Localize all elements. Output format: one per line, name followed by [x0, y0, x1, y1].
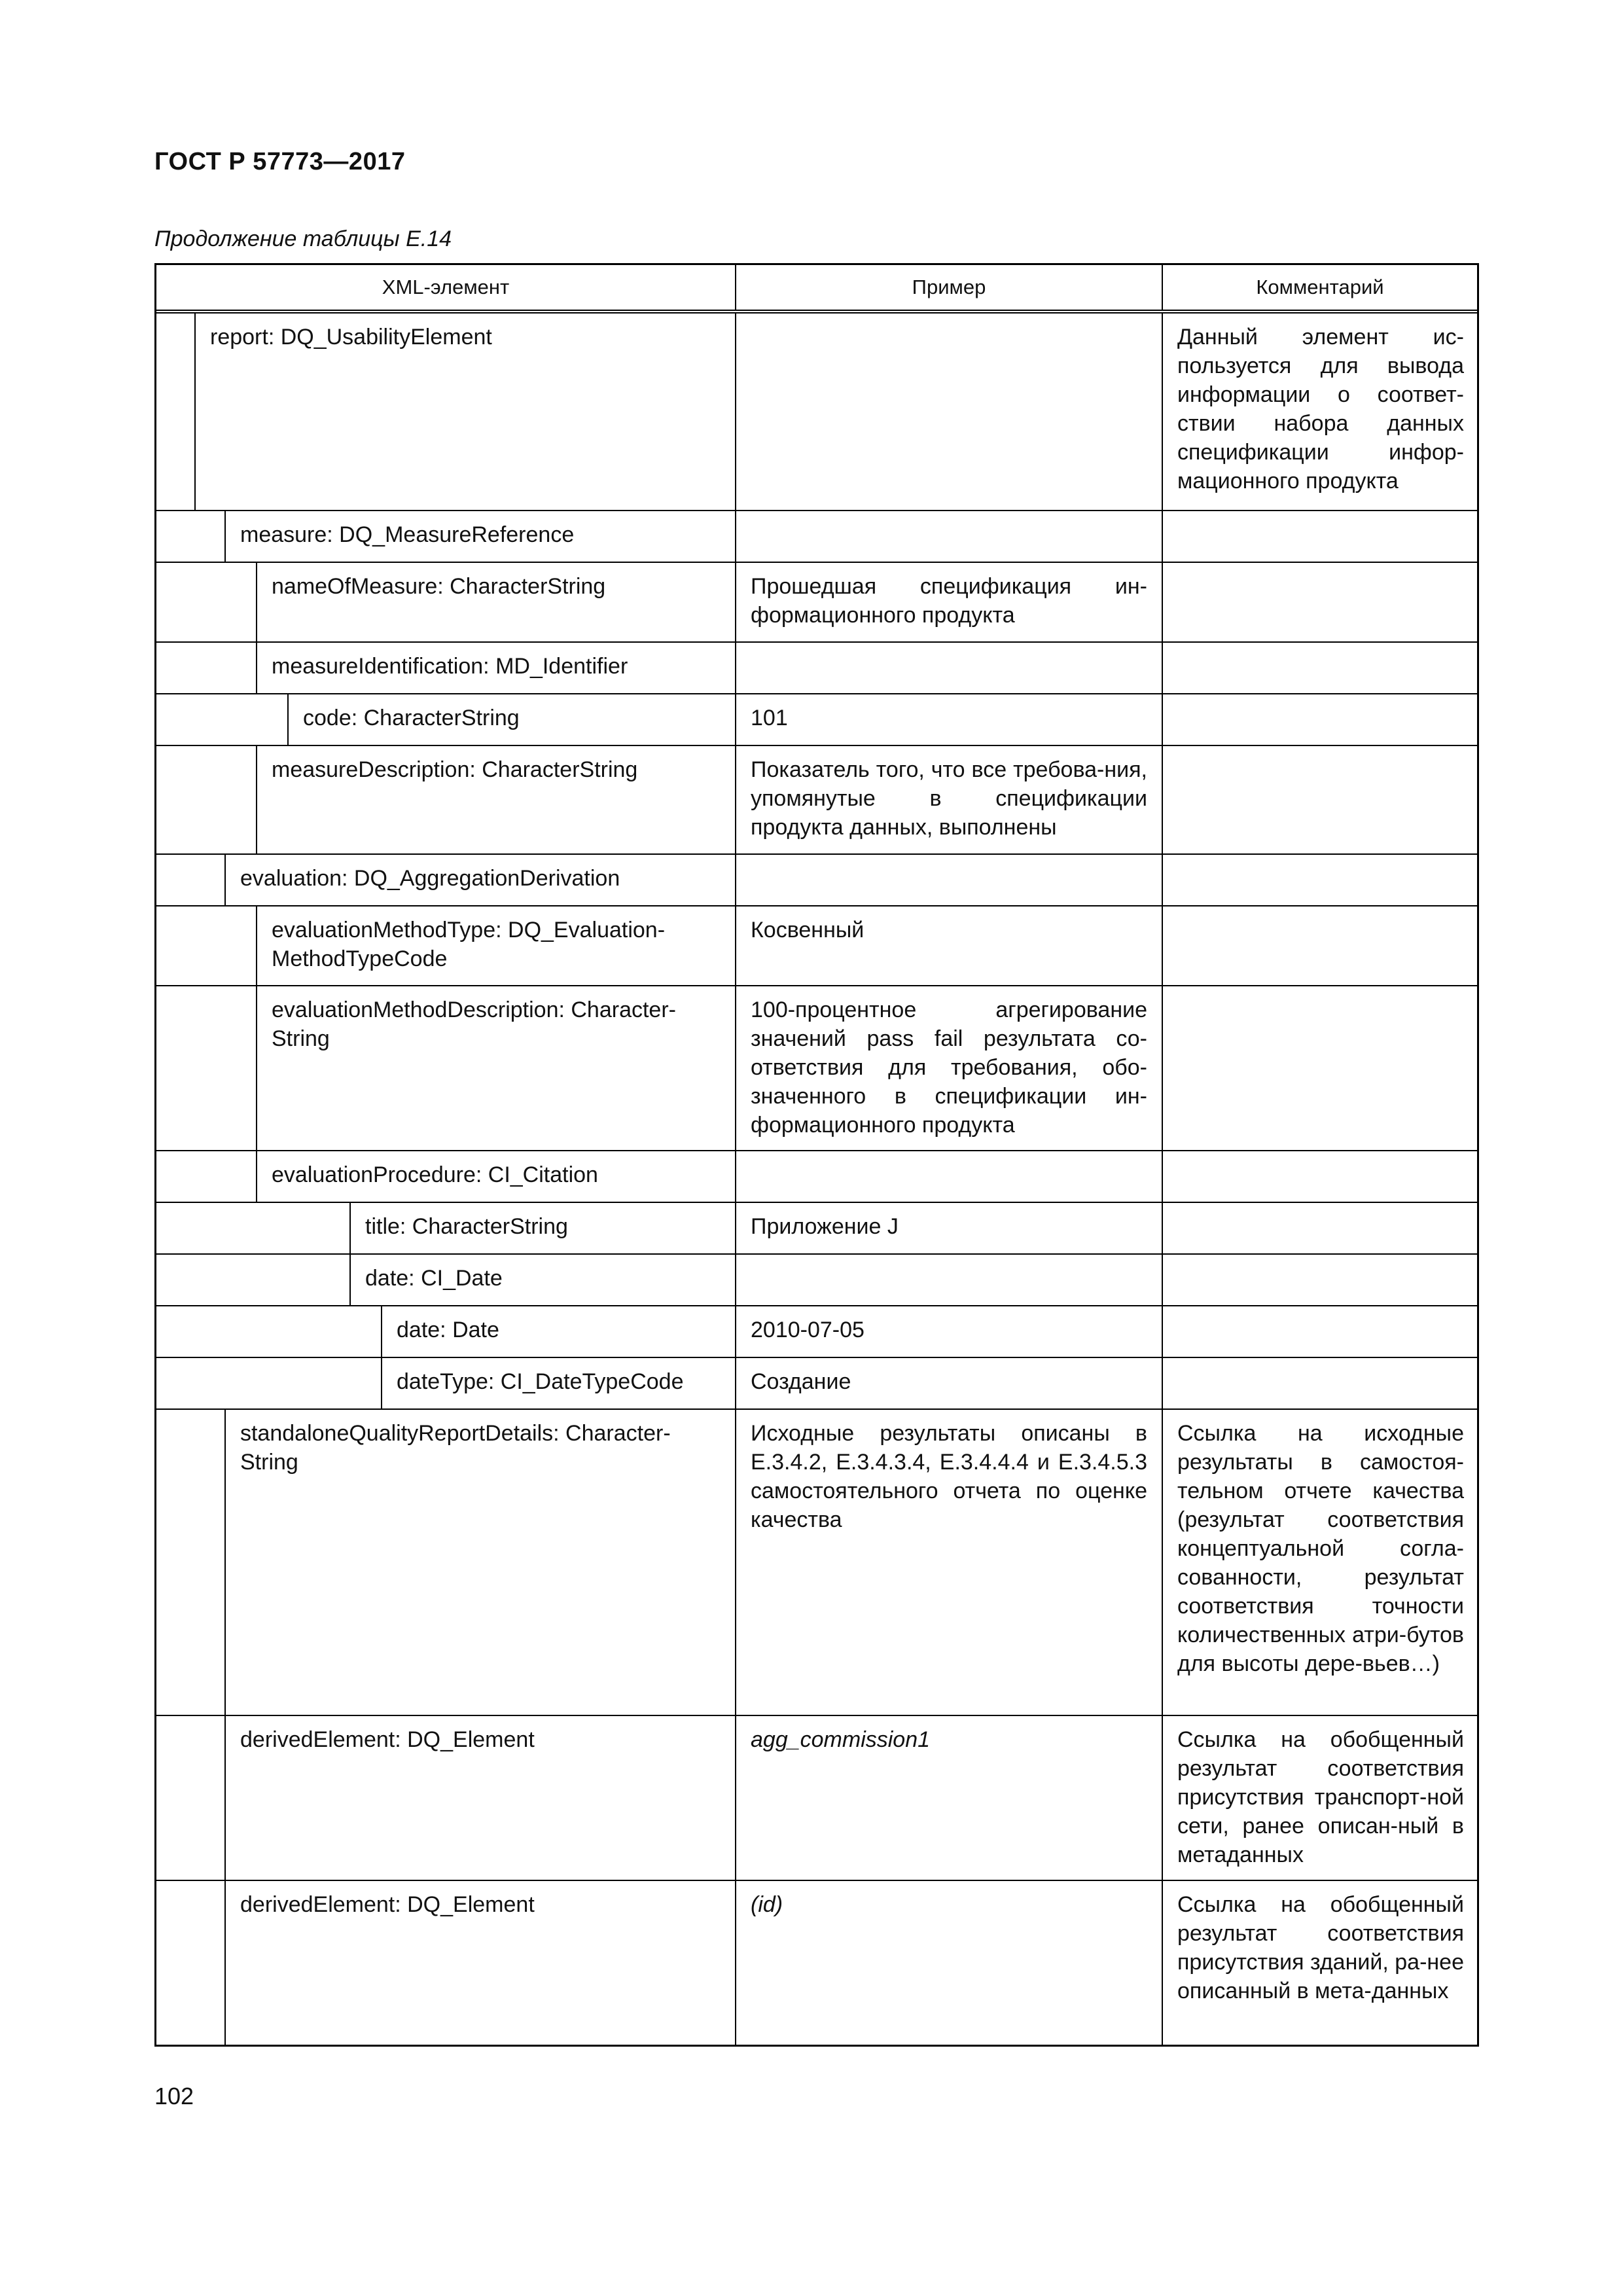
element-name: measureIdentification: MD_Identifier [272, 654, 628, 679]
comment-cell [1163, 1358, 1477, 1408]
table-row [156, 1305, 1477, 1357]
element-name: date: Date [397, 1318, 499, 1342]
indent-spacer [156, 563, 257, 641]
element-cell [156, 1881, 736, 2045]
comment-cell [1163, 511, 1477, 562]
xml-elements-table [154, 263, 1479, 2047]
document-header: ГОСТ Р 57773—2017 [154, 148, 406, 175]
comment-cell [1163, 906, 1477, 985]
comment-cell [1163, 1306, 1477, 1357]
element-name: title: CharacterString [365, 1214, 568, 1239]
table-row [156, 1715, 1477, 1880]
example-cell: (id) [736, 1881, 1163, 2045]
comment-cell: Данный элемент ис-пользуется для вывода информации о соответ-ствии набора данных спецификации инфор-мационного продукта [1177, 325, 1464, 493]
element-cell [156, 314, 736, 510]
indent-spacer [156, 694, 289, 745]
example-cell [736, 855, 1163, 905]
element-name: evaluationMethodType: DQ_Evaluation-MethodTypeCode [272, 918, 666, 971]
element-cell [156, 1255, 736, 1305]
element-name: evaluationMethodDescription: Character-String [272, 997, 676, 1051]
element-name: date: CI_Date [365, 1266, 503, 1291]
example-cell: 2010-07-05 [736, 1306, 1163, 1357]
comment-cell: Ссылка на исходные результаты в самостоя-тельном отчете качества (результат соответствия концептуальной согла-сованности, результат соответствия точности количественных атри-бутов для высоты дере-вьев…) [1177, 1421, 1464, 1676]
example-cell [736, 314, 1163, 510]
example-cell: Показатель того, что все требова-ния, упомянутые в спецификации продукта данных, выполнены [736, 746, 1163, 853]
indent-spacer [156, 1358, 382, 1408]
table-row [156, 1408, 1477, 1715]
comment-cell [1163, 1203, 1477, 1253]
example-cell: Приложение J [736, 1203, 1163, 1253]
element-cell [156, 1410, 736, 1715]
element-cell [156, 746, 736, 853]
table-row [156, 1150, 1477, 1202]
indent-spacer [156, 986, 257, 1150]
element-name: nameOfMeasure: CharacterString [272, 574, 606, 599]
element-name: dateType: CI_DateTypeCode [397, 1369, 684, 1394]
element-cell [156, 855, 736, 905]
table-header-row [156, 265, 1477, 314]
example-cell: agg_commission1 [736, 1716, 1163, 1880]
element-cell [156, 694, 736, 745]
table-row [156, 562, 1477, 641]
example-cell [736, 511, 1163, 562]
comment-cell [1163, 986, 1477, 1150]
table-body [156, 314, 1477, 2045]
example-cell: Прошедшая спецификация ин-формационного продукта [736, 563, 1163, 641]
element-name: derivedElement: DQ_Element [240, 1727, 535, 1752]
element-name: derivedElement: DQ_Element [240, 1892, 535, 1917]
indent-spacer [156, 906, 257, 985]
indent-spacer [156, 1255, 351, 1305]
comment-cell [1163, 746, 1477, 853]
column-header-xml-element: XML-элемент [156, 265, 736, 310]
element-cell [156, 1151, 736, 1202]
element-cell [156, 1203, 736, 1253]
table-row [156, 641, 1477, 693]
element-name: measureDescription: CharacterString [272, 757, 638, 782]
element-cell [156, 511, 736, 562]
indent-spacer [156, 1203, 351, 1253]
table-caption: Продолжение таблицы Е.14 [154, 226, 452, 251]
comment-cell [1163, 1151, 1477, 1202]
element-cell [156, 1306, 736, 1357]
comment-cell [1163, 855, 1477, 905]
element-name: report: DQ_UsabilityElement [210, 325, 492, 350]
example-cell: Исходные результаты описаны в Е.3.4.2, Е.3.4.3.4, Е.3.4.4.4 и Е.3.4.5.3 самостоятельного отчета по оценке качества [736, 1410, 1163, 1715]
element-name: evaluationProcedure: CI_Citation [272, 1162, 598, 1187]
indent-spacer [156, 511, 226, 562]
table-row [156, 745, 1477, 853]
column-header-comment: Комментарий [1256, 276, 1384, 298]
indent-spacer [156, 643, 257, 693]
page-number: 102 [154, 2083, 194, 2109]
element-cell [156, 986, 736, 1150]
example-cell [736, 1151, 1163, 1202]
indent-spacer [156, 1306, 382, 1357]
comment-cell [1163, 563, 1477, 641]
comment-cell: Ссылка на обобщенный результат соответствия присутствия транспорт-ной сети, ранее описан-ный в метаданных [1177, 1727, 1464, 1867]
table-row [156, 985, 1477, 1150]
table-row [156, 905, 1477, 985]
element-name: measure: DQ_MeasureReference [240, 522, 575, 547]
element-name: standaloneQualityReportDetails: Character-String [240, 1421, 671, 1475]
indent-spacer [156, 1410, 226, 1715]
comment-cell [1163, 643, 1477, 693]
indent-spacer [156, 1716, 226, 1880]
table-row [156, 1202, 1477, 1253]
example-cell: Создание [736, 1358, 1163, 1408]
table-row [156, 693, 1477, 745]
indent-spacer [156, 1881, 226, 2045]
table-row [156, 510, 1477, 562]
element-cell [156, 1358, 736, 1408]
element-cell [156, 643, 736, 693]
table-row [156, 1880, 1477, 2045]
example-cell [736, 1255, 1163, 1305]
element-name: evaluation: DQ_AggregationDerivation [240, 866, 620, 891]
comment-cell: Ссылка на обобщенный результат соответствия присутствия зданий, ра-нее описанный в мета-данных [1177, 1892, 1464, 2003]
example-cell: 101 [736, 694, 1163, 745]
indent-spacer [156, 1151, 257, 1202]
element-name: code: CharacterString [303, 706, 520, 730]
example-cell: 100-процентное агрегирование значений pass fail результата со-ответствия для требования, обо-значенного в спецификации ин-формационного продукта [736, 986, 1163, 1150]
indent-spacer [156, 746, 257, 853]
indent-spacer [156, 855, 226, 905]
comment-cell [1163, 694, 1477, 745]
table-row [156, 853, 1477, 905]
indent-spacer [156, 314, 196, 510]
table-row [156, 1253, 1477, 1305]
element-cell [156, 1716, 736, 1880]
example-cell [736, 643, 1163, 693]
comment-cell [1163, 1255, 1477, 1305]
column-header-example: Пример [736, 265, 1163, 310]
table-row [156, 1357, 1477, 1408]
element-cell [156, 563, 736, 641]
table-row [156, 314, 1477, 510]
element-cell [156, 906, 736, 985]
example-cell: Косвенный [736, 906, 1163, 985]
